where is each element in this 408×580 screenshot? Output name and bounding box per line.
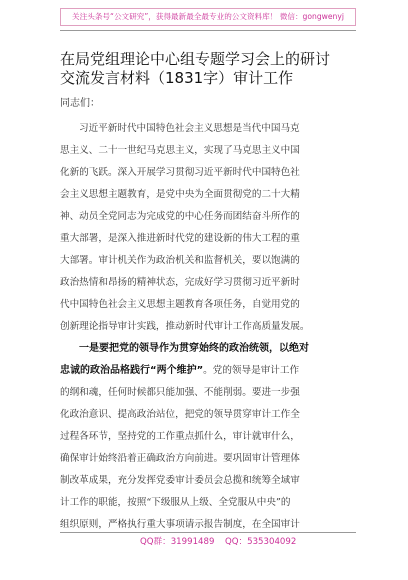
paragraph-line: 计工作的职能，按照“下级服从上级、全党服从中央”的: [60, 497, 291, 508]
paragraph-line: 政治热情和昂扬的精神状态，完成好学习贯彻习近平新时: [60, 277, 300, 288]
document-title: [60, 50, 360, 88]
header-banner: [0, 0, 408, 36]
paragraph-line: 代中国特色社会主义思想主题教育各项任务，自觉用党的: [60, 299, 300, 310]
paragraph-line: 神、动员全党同志为完成党的中心任务而团结奋斗所作的: [60, 211, 300, 222]
paragraph-heading-line: 一是要把党的领导作为贯穿始终的政治统领，以绝对: [79, 343, 309, 354]
title-line-1: 在局党组理论中心组专题学习会上的研讨: [60, 50, 331, 68]
greeting: 同志们：: [60, 98, 100, 109]
paragraph-line: 制改革成果，充分发挥党委审计委员会总揽和统筹全域审: [60, 475, 300, 486]
footer-qq-group: QQ群：31991489: [140, 537, 215, 547]
footer-divider: [60, 532, 356, 533]
footer-qq-number: QQ：535304092: [225, 537, 297, 547]
inline-regular-text: 。党的领导是审计工作: [203, 365, 300, 376]
paragraph-line: 的纲和魂，任何时候都只能加强、不能削弱。要进一步强: [60, 387, 300, 398]
paragraph-line: 大部署。审计机关作为政治机关和监督机关，要以饱满的: [60, 255, 300, 266]
header-banner-box: [60, 8, 356, 26]
paragraph-line: 重大部署，是深入推进新时代党的建设新的伟大工程的重: [60, 233, 300, 244]
paragraph-line-mixed: [60, 360, 358, 382]
inline-bold-text: 忠诚的政治品格践行“两个维护”: [60, 365, 204, 376]
paragraph-2: [60, 338, 358, 536]
title-line-2: 交流发言材料（1831字）审计工作: [60, 69, 294, 87]
paragraph-line: 会主义思想主题教育，是党中央为全面贯彻党的二十大精: [60, 189, 300, 200]
page-footer: [0, 532, 408, 562]
paragraph-line: 确保审计始终沿着正确政治方向前进。要巩固审计管理体: [60, 453, 300, 464]
header-banner-text: 关注头条号“公文研究”，获得最新最全最专业的公文资料库！ 微信：gongwenyj: [72, 12, 344, 21]
paragraph-line: 化新的飞跃。深入开展学习贯彻习近平新时代中国特色社: [60, 167, 300, 178]
paragraph-1: [60, 118, 358, 338]
paragraph-line: 过程各环节，坚持党的工作重点抓什么，审计就审什么，: [60, 431, 300, 442]
paragraph-line: 创新理论指导审计实践，推动新时代审计工作高质量发展。: [60, 321, 310, 332]
paragraph-line: 习近平新时代中国特色社会主义思想是当代中国马克: [79, 123, 300, 134]
paragraph-line: 思主义、二十一世纪马克思主义，实现了马克思主义中国: [60, 145, 300, 156]
header-divider: [60, 30, 356, 31]
paragraph-line: 化政治意识、提高政治站位，把党的领导贯穿审计工作全: [60, 409, 300, 420]
paragraph-line: 组织原则，严格执行重大事项请示报告制度，在全国审计: [60, 519, 300, 530]
